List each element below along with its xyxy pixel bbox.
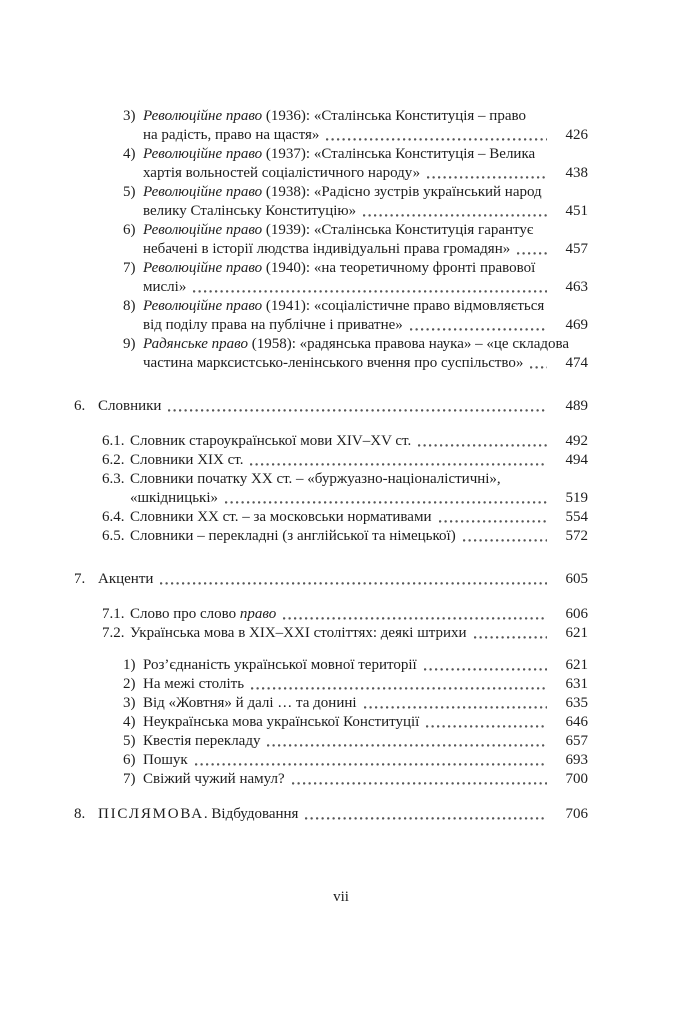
toc-page-number: 554 xyxy=(565,509,588,525)
toc-entry-text: Словники XX ст. – за московськи нормативами xyxy=(130,509,432,525)
toc-entry xyxy=(123,221,588,259)
toc-page-number: 572 xyxy=(565,528,588,544)
dotted-leader xyxy=(251,687,547,690)
toc-page-number: 646 xyxy=(565,714,588,730)
toc-page-number: 621 xyxy=(565,657,588,673)
toc-entry-number: 6) xyxy=(123,752,136,768)
toc-entry-text: Словники XIX ст. xyxy=(130,452,244,468)
toc-entry xyxy=(102,527,588,546)
toc-entry-text: Свіжий чужий намул? xyxy=(143,771,285,787)
toc-entry-text: Неукраїнська мова української Конституції xyxy=(143,714,420,730)
toc-page-number: 469 xyxy=(565,317,588,333)
toc-entry-number: 4) xyxy=(123,146,136,162)
toc-entry-number: 5) xyxy=(123,733,136,749)
toc-entry xyxy=(123,145,588,183)
toc-entry xyxy=(123,297,588,335)
toc-entry-number: 6. xyxy=(74,398,86,414)
dotted-leader xyxy=(463,539,547,542)
toc-entry-text: частина марксистсько-ленінського вчення про суспільство» xyxy=(143,355,524,371)
dotted-leader xyxy=(474,636,547,639)
toc-entry-text: Словники – перекладні (з англійської та німецької) xyxy=(130,528,456,544)
toc-entry-text: Від «Жовтня» й далі … та донині xyxy=(143,695,357,711)
dotted-leader xyxy=(418,444,547,447)
dotted-leader xyxy=(517,252,547,255)
toc-entry-text: небачені в історії людства індивідуальні права громадян» xyxy=(143,241,511,257)
toc-entry-number: 6.1. xyxy=(102,433,125,449)
toc-entry-text: хартія вольностей соціалістичного народу» xyxy=(143,165,421,181)
toc-entry-number: 4) xyxy=(123,714,136,730)
toc-entry-text: Революційне право (1940): «на теоретичному фронті правової xyxy=(143,260,536,276)
dotted-leader xyxy=(410,328,547,331)
dotted-leader xyxy=(250,463,547,466)
toc-entry xyxy=(123,107,588,145)
toc-entry xyxy=(74,570,588,589)
toc-entry-number: 6.2. xyxy=(102,452,125,468)
toc-entry-text: Пошук xyxy=(143,752,188,768)
toc-entry-number: 3) xyxy=(123,695,136,711)
toc-entry xyxy=(102,508,588,527)
toc-entry-text: Революційне право (1941): «соціалістичне право відмовляється xyxy=(143,298,545,314)
toc-page-number: 706 xyxy=(565,806,588,822)
toc-page-number: 605 xyxy=(565,571,588,587)
dotted-leader xyxy=(292,782,547,785)
toc-entry-number: 7) xyxy=(123,260,136,276)
toc-entry-number: 6.5. xyxy=(102,528,125,544)
toc-entry-text: на радість, право на щастя» xyxy=(143,127,320,143)
toc-entry xyxy=(123,656,588,675)
toc-entry-number: 3) xyxy=(123,108,136,124)
toc-entry xyxy=(123,675,588,694)
toc-entry xyxy=(123,713,588,732)
toc-page-number: 631 xyxy=(565,676,588,692)
toc-list xyxy=(74,107,588,824)
toc-entry-text: мислі» xyxy=(143,279,187,295)
toc-page-number: 451 xyxy=(565,203,588,219)
dotted-leader xyxy=(426,725,547,728)
toc-entry xyxy=(123,732,588,751)
toc-entry xyxy=(123,259,588,297)
toc-entry-text: Роз’єднаність української мовної території xyxy=(143,657,417,673)
toc-entry xyxy=(74,397,588,416)
toc-entry-text: Революційне право (1938): «Радісно зустрів український народ xyxy=(143,184,542,200)
toc-entry-number: 7) xyxy=(123,771,136,787)
dotted-leader xyxy=(225,501,547,504)
toc-entry-number: 2) xyxy=(123,676,136,692)
toc-entry xyxy=(74,805,588,824)
toc-entry xyxy=(123,183,588,221)
toc-page-number: 494 xyxy=(565,452,588,468)
toc-page-number: 700 xyxy=(565,771,588,787)
toc-entry-number: 8. xyxy=(74,806,86,822)
toc-page-number: 426 xyxy=(565,127,588,143)
toc-entry-text: Словник староукраїнської мови XIV–XV ст. xyxy=(130,433,412,449)
toc-entry-number: 5) xyxy=(123,184,136,200)
toc-page-number: 492 xyxy=(565,433,588,449)
toc-entry-number: 8) xyxy=(123,298,136,314)
dotted-leader xyxy=(160,582,547,585)
toc-entry-text: Українська мова в XIX–XXI століттях: деякі штрихи xyxy=(130,625,467,641)
toc-entry-number: 7.1. xyxy=(102,606,125,622)
toc-entry-text: Революційне право (1936): «Сталінська Конституція – право xyxy=(143,108,526,124)
toc-page-number: 463 xyxy=(565,279,588,295)
toc-entry-text: Революційне право (1937): «Сталінська Конституція – Велика xyxy=(143,146,536,162)
toc-entry-text: «шкідницькі» xyxy=(130,490,219,506)
toc-entry xyxy=(102,605,588,624)
dotted-leader xyxy=(424,668,547,671)
dotted-leader xyxy=(193,290,547,293)
toc-page-number: 635 xyxy=(565,695,588,711)
toc-entry xyxy=(123,770,588,789)
toc-entry-text: На межі століть xyxy=(143,676,245,692)
toc-entry-text: велику Сталінську Конституцію» xyxy=(143,203,357,219)
toc-entry-number: 1) xyxy=(123,657,136,673)
dotted-leader xyxy=(439,520,548,523)
toc-entry xyxy=(102,451,588,470)
toc-entry-number: 9) xyxy=(123,336,136,352)
dotted-leader xyxy=(305,817,547,820)
toc-entry-number: 7.2. xyxy=(102,625,125,641)
dotted-leader xyxy=(283,617,547,620)
toc-page-number: 489 xyxy=(565,398,588,414)
toc-entry xyxy=(123,335,588,373)
toc-entry-text: Словники xyxy=(98,398,162,414)
toc-entry-text: Революційне право (1939): «Сталінська Конституція гарантує xyxy=(143,222,534,238)
toc-page-number: 438 xyxy=(565,165,588,181)
toc-page-number: 519 xyxy=(565,490,588,506)
toc-page-number: 693 xyxy=(565,752,588,768)
toc-entry-text: Словники початку XX ст. – «буржуазно-націоналістичні», xyxy=(130,471,501,487)
toc-entry-text: від поділу права на публічне і приватне» xyxy=(143,317,403,333)
toc-entry-number: 7. xyxy=(74,571,86,587)
toc-page-number: 657 xyxy=(565,733,588,749)
dotted-leader xyxy=(326,138,547,141)
dotted-leader xyxy=(530,366,547,369)
toc-entry xyxy=(102,624,588,643)
toc-page-number: 606 xyxy=(565,606,588,622)
dotted-leader xyxy=(195,763,547,766)
toc-entry xyxy=(102,432,588,451)
toc-entry-text: Акценти xyxy=(98,571,154,587)
toc-entry-text: Квестія перекладу xyxy=(143,733,261,749)
toc-entry-number: 6.4. xyxy=(102,509,125,525)
toc-entry-text: Слово про слово право xyxy=(130,606,277,622)
toc-entry xyxy=(102,470,588,508)
dotted-leader xyxy=(363,214,547,217)
toc-entry-text: ПІСЛЯМОВА. Відбудовання xyxy=(98,806,299,822)
dotted-leader xyxy=(364,706,547,709)
dotted-leader xyxy=(267,744,547,747)
page-footer-number: vii xyxy=(333,889,349,905)
toc-page-number: 457 xyxy=(565,241,588,257)
dotted-leader xyxy=(168,409,547,412)
toc-entry-number: 6.3. xyxy=(102,471,125,487)
toc-page-number: 474 xyxy=(565,355,588,371)
toc-entry xyxy=(123,694,588,713)
toc-entry-number: 6) xyxy=(123,222,136,238)
dotted-leader xyxy=(427,176,547,179)
toc-entry-text: Радянське право (1958): «радянська правова наука» – «це складова xyxy=(143,336,570,352)
toc-page-number: 621 xyxy=(565,625,588,641)
toc-entry xyxy=(123,751,588,770)
